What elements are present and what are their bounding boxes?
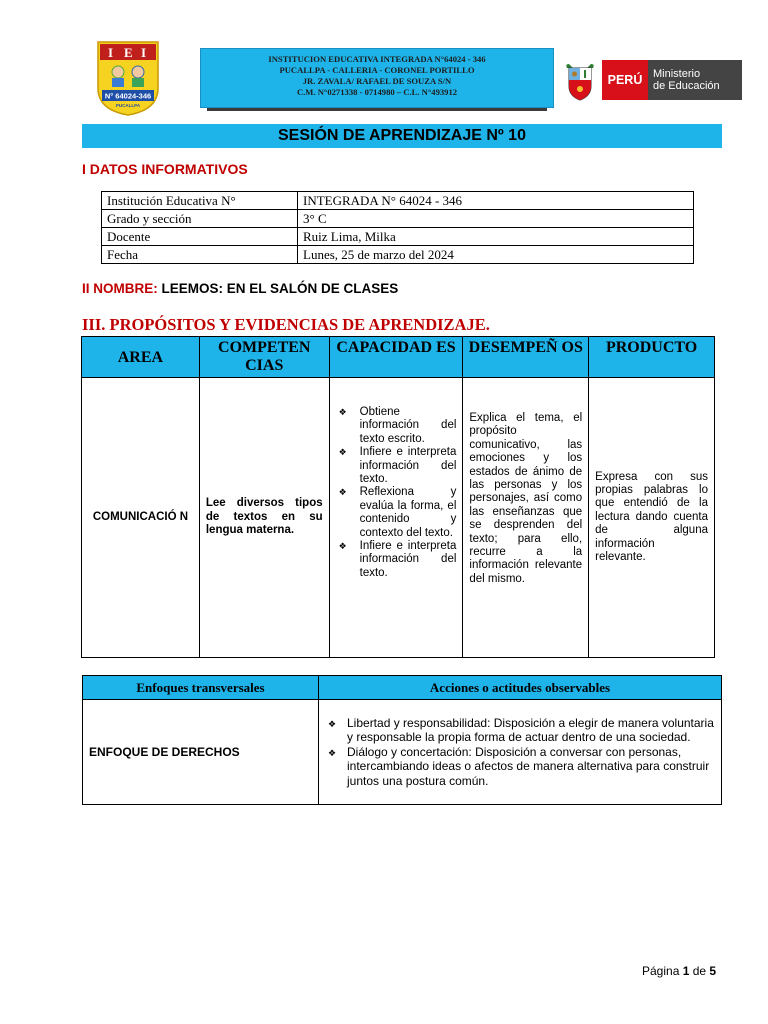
logo-letter-3: I bbox=[141, 45, 147, 60]
info-label: Grado y sección bbox=[102, 210, 298, 228]
list-item: ❖ Reflexiona y evalúa la forma, el contenido y contexto del texto. bbox=[336, 486, 457, 540]
list-item: ❖ Diálogo y concertación: Disposición a conversar con personas, intercambiando ideas o afectos de manera alternativa para construir juntos una postura común. bbox=[325, 745, 715, 788]
logo-letter-1: I bbox=[108, 45, 114, 60]
producto-cell: Expresa con sus propias palabras lo que entendió de la lectura dando cuenta de alguna información relevante. bbox=[589, 378, 715, 658]
list-item: ❖ Infiere e interpreta información del texto. bbox=[336, 540, 457, 580]
table-row bbox=[102, 210, 694, 228]
section-propositos-title: III. PROPÓSITOS Y EVIDENCIAS DE APRENDIZAJE. bbox=[82, 315, 490, 334]
logo-place: PUCALLPA bbox=[115, 103, 141, 108]
section-nombre-label: II NOMBRE: bbox=[82, 281, 158, 296]
page-total: 5 bbox=[709, 964, 717, 978]
header-enfoques: Enfoques transversales bbox=[83, 676, 319, 700]
ministry-name bbox=[648, 60, 742, 100]
header-competencias: COMPETEN CIAS bbox=[199, 337, 329, 378]
banner-line-1: INSTITUCION EDUCATIVA INTEGRADA N°64024 - 346 bbox=[268, 54, 486, 64]
info-value: Ruiz Lima, Milka bbox=[298, 228, 694, 246]
coat-of-arms-icon bbox=[563, 62, 597, 102]
info-label: Docente bbox=[102, 228, 298, 246]
header-producto: PRODUCTO bbox=[589, 337, 715, 378]
ministry-line-2: de Educación bbox=[653, 80, 720, 92]
page-prefix: Página bbox=[642, 964, 683, 978]
info-value: Lunes, 25 de marzo del 2024 bbox=[298, 246, 694, 264]
ministry-line-1: Ministerio bbox=[653, 68, 701, 80]
header-capacidades: CAPACIDAD ES bbox=[329, 337, 463, 378]
section-nombre-value: LEEMOS: EN EL SALÓN DE CLASES bbox=[157, 281, 399, 296]
info-value: 3° C bbox=[298, 210, 694, 228]
banner-underline bbox=[207, 108, 547, 111]
enfoque-name-cell: ENFOQUE DE DERECHOS bbox=[83, 700, 319, 805]
peru-label: PERÚ bbox=[602, 60, 648, 100]
banner-line-2: PUCALLPA - CALLERIA - CORONEL PORTILLO bbox=[279, 65, 475, 75]
list-item: ❖ Libertad y responsabilidad: Disposición a elegir de manera voluntaria y responsable la propia forma de actuar dentro de una sociedad. bbox=[325, 716, 715, 745]
list-item: ❖ Infiere e interpreta información del texto. bbox=[336, 446, 457, 486]
area-cell: COMUNICACIÓ N bbox=[82, 378, 200, 658]
table-row bbox=[82, 378, 715, 658]
table-header-row bbox=[82, 337, 715, 378]
logo-number: N° 64024-346 bbox=[104, 91, 152, 101]
section-datos-informativos-title: I DATOS INFORMATIVOS bbox=[82, 161, 248, 177]
school-logo bbox=[94, 40, 162, 116]
competencia-cell: Lee diversos tipos de textos en su lengua materna. bbox=[199, 378, 329, 658]
info-label: Fecha bbox=[102, 246, 298, 264]
list-item: ❖ Obtiene información del texto escrito. bbox=[336, 406, 457, 446]
info-label: Institución Educativa N° bbox=[102, 192, 298, 210]
header-desempenos: DESEMPEÑ OS bbox=[463, 337, 589, 378]
enfoques-table bbox=[82, 675, 722, 805]
institution-banner bbox=[200, 48, 554, 108]
banner-text bbox=[201, 54, 553, 98]
session-title: SESIÓN DE APRENDIZAJE Nº 10 bbox=[82, 124, 722, 148]
header-area: AREA bbox=[82, 337, 200, 378]
info-table bbox=[101, 191, 694, 264]
page-current: 1 bbox=[682, 964, 690, 978]
purposes-table bbox=[81, 336, 715, 658]
info-value: INTEGRADA N° 64024 - 346 bbox=[298, 192, 694, 210]
capacidades-list bbox=[336, 406, 457, 580]
table-row bbox=[83, 700, 722, 805]
table-row bbox=[102, 246, 694, 264]
page-middle: de bbox=[689, 964, 710, 978]
desempeno-cell: Explica el tema, el propósito comunicativo, las emociones y los estados de ánimo de las personas y los personajes, así como las enseñanzas que se desprenden del texto; para ello, recurre a la información relevante del mismo. bbox=[463, 378, 589, 658]
header-acciones: Acciones o actitudes observables bbox=[319, 676, 722, 700]
table-header-row bbox=[83, 676, 722, 700]
acciones-cell bbox=[319, 700, 722, 805]
banner-line-3: JR. ZAVALA/ RAFAEL DE SOUZA S/N bbox=[302, 76, 452, 86]
ministry-logo bbox=[602, 60, 742, 100]
acciones-list bbox=[325, 716, 715, 788]
logo-letter-2: E bbox=[124, 45, 133, 60]
table-row bbox=[102, 192, 694, 210]
banner-line-4: C.M. N°0271338 - 0714980 – C.L. N°493912 bbox=[296, 87, 458, 97]
table-row bbox=[102, 228, 694, 246]
capacidades-cell bbox=[329, 378, 463, 658]
section-nombre bbox=[82, 281, 398, 296]
page-number bbox=[642, 964, 716, 978]
